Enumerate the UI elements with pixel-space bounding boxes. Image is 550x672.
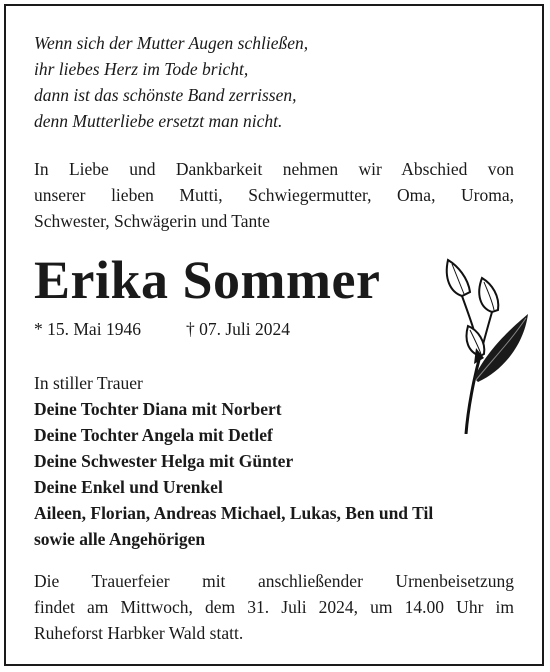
funeral-line: findet am Mittwoch, dem 31. Juli 2024, um 14.00 Uhr im [34,597,514,617]
calla-lily-icon [418,248,534,434]
farewell-line: Schwester, Schwägerin und Tante [34,211,270,231]
mourner-line: Deine Tochter Diana mit Norbert [34,399,282,419]
poem-line: denn Mutterliebe ersetzt man nicht. [34,111,283,131]
mourners-intro: In stiller Trauer [34,373,143,393]
poem-line: Wenn sich der Mutter Augen schließen, [34,33,309,53]
poem-line: ihr liebes Herz im Tode bricht, [34,59,249,79]
mourner-line: Aileen, Florian, Andreas Michael, Lukas, Ben und Til [34,503,434,523]
funeral-line: Ruheforst Harbker Wald statt. [34,623,244,643]
mourner-line: sowie alle Angehörigen [34,529,206,549]
funeral-info [34,568,514,646]
life-dates [34,316,291,342]
farewell-line: unserer lieben Mutti, Schwiegermutter, Oma, Uroma, [34,185,514,205]
farewell-line: In Liebe und Dankbarkeit nehmen wir Abschied von [34,159,514,179]
deceased-name: Erika Sommer [34,250,381,310]
death-date: † 07. Juli 2024 [186,319,291,339]
birth-date: * 15. Mai 1946 [34,319,141,339]
mourner-line: Deine Tochter Angela mit Detlef [34,425,273,445]
memorial-poem [34,30,308,134]
mourner-line: Deine Schwester Helga mit Günter [34,451,294,471]
poem-line: dann ist das schönste Band zerrissen, [34,85,297,105]
funeral-line: Die Trauerfeier mit anschließender Urnenbeisetzung [34,571,514,591]
mourner-line: Deine Enkel und Urenkel [34,477,223,497]
mourners-list [34,370,433,552]
farewell-text [34,156,514,234]
